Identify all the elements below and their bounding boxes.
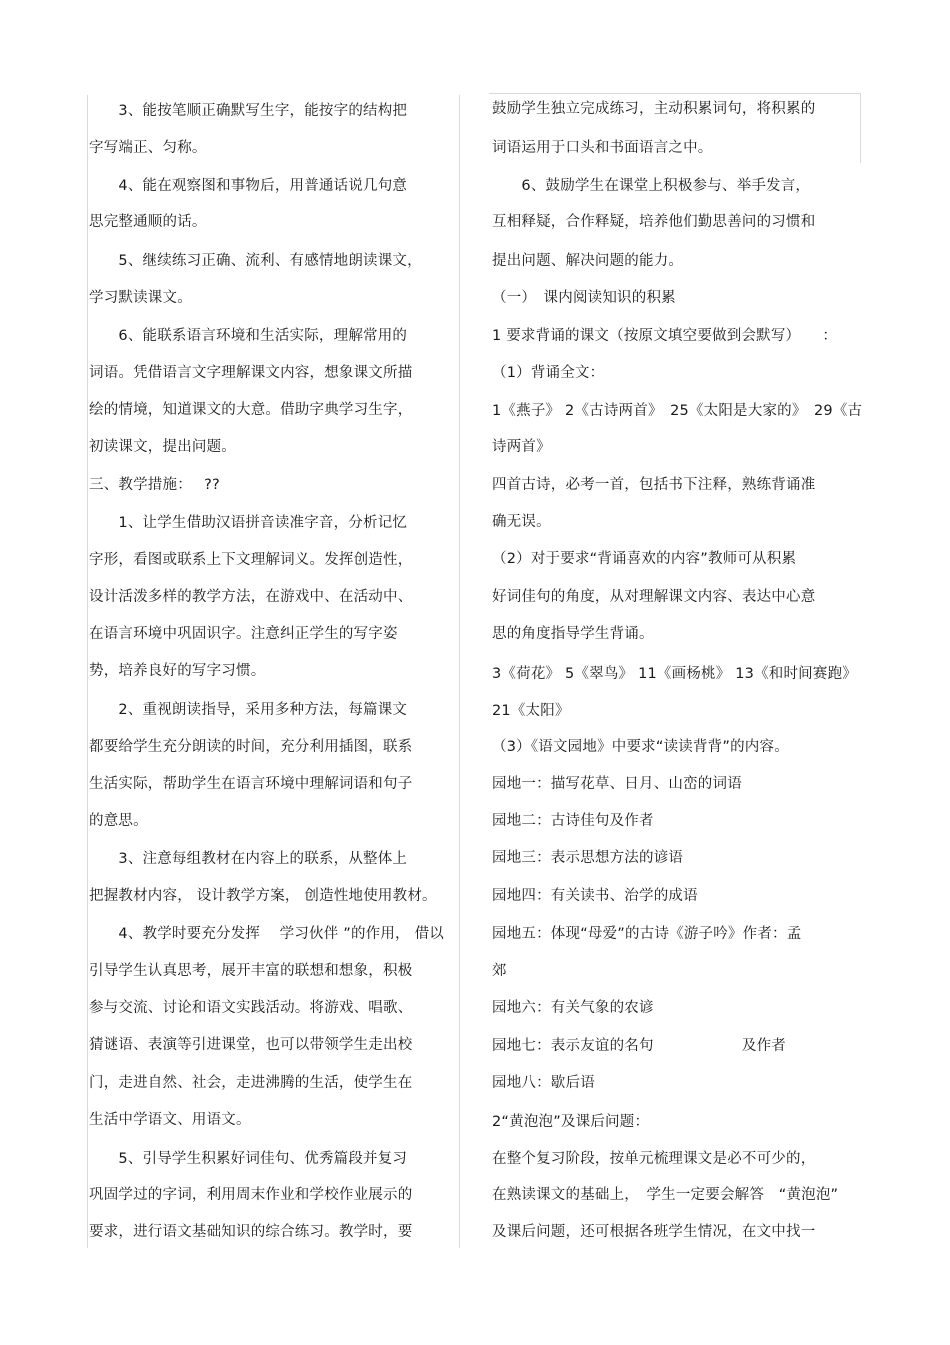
section-heading: （一） 课内阅读知识的积累 — [492, 290, 676, 306]
right-line: （2）对于要求“背诵喜欢的内容”教师可从积累 — [492, 551, 797, 567]
left-line: 3、能按笔顺正确默写生字，能按字的结构把 — [89, 103, 408, 119]
left-line: 门，走进自然、社会，走进沸腾的生活，使学生在 — [89, 1075, 413, 1091]
right-line: 在熟读课文的基础上， 学生一定要会解答 “黄泡泡” — [492, 1187, 839, 1203]
right-line: 1《燕子》 2《古诗两首》 25《太阳是大家的》 29《古 — [492, 403, 863, 419]
left-line: 思完整通顺的话。 — [89, 214, 207, 230]
left-line: 在语言环境中巩固识字。注意纠正学生的写字姿 — [89, 626, 398, 642]
left-line: 4、能在观察图和事物后，用普通话说几句意 — [89, 178, 408, 194]
left-line: 词语。凭借语言文字理解课文内容，想象课文所描 — [89, 365, 413, 381]
left-line: 生活中学语文、用语文。 — [89, 1112, 251, 1128]
right-line: 园地七：表示友谊的名句 及作者 — [492, 1038, 786, 1054]
right-line: 园地四：有关读书、治学的成语 — [492, 888, 698, 904]
right-line: 提出问题、解决问题的能力。 — [492, 253, 684, 269]
right-line: 诗两首》 — [492, 439, 551, 455]
right-line: 鼓励学生独立完成练习，主动积累词句，将积累的 — [492, 101, 816, 117]
left-line: 5、引导学生积累好词佳句、优秀篇段并复习 — [89, 1151, 408, 1167]
left-line: 字写端正、匀称。 — [89, 140, 207, 156]
right-line: （1）背诵全文： — [492, 365, 605, 381]
left-line: 1、让学生借助汉语拼音读准字音，分析记忆 — [89, 515, 408, 531]
right-line: 2“黄泡泡”及课后问题： — [492, 1114, 650, 1130]
left-line: 绘的情境，知道课文的大意。借助字典学习生字， — [89, 402, 413, 418]
right-line: 园地一：描写花草、日月、山峦的词语 — [492, 776, 742, 792]
left-line: 5、继续练习正确、流利、有感情地朗读课文， — [89, 253, 422, 269]
right-line: 3《荷花》 5《翠鸟》 11《画杨桃》 13《和时间赛跑》 — [492, 666, 857, 682]
right-line: 及课后问题，还可根据各班学生情况，在文中找一 — [492, 1224, 816, 1240]
right-line: 郊 — [492, 963, 507, 979]
right-line: 1 要求背诵的课文（按原文填空要做到会默写） ： — [492, 328, 838, 344]
left-line: 参与交流、讨论和语文实践活动。将游戏、唱歌、 — [89, 1000, 413, 1016]
left-line: 引导学生认真思考，展开丰富的联想和想象，积极 — [89, 963, 413, 979]
section-heading: 三、教学措施： ?? — [89, 477, 220, 493]
right-line: 园地八：歇后语 — [492, 1075, 595, 1091]
left-line: 的意思。 — [89, 813, 148, 829]
left-line: 巩固学过的字词，利用周末作业和学校作业展示的 — [89, 1187, 413, 1203]
right-line: 思的角度指导学生背诵。 — [492, 626, 654, 642]
left-line: 生活实际，帮助学生在语言环境中理解词语和句子 — [89, 776, 413, 792]
left-line: 要求，进行语文基础知识的综合练习。教学时，要 — [89, 1224, 413, 1240]
right-line: （3）《语文园地》中要求“读读背背”的内容。 — [492, 739, 789, 755]
right-line: 6、鼓励学生在课堂上积极参与、举手发言， — [492, 178, 811, 194]
left-line: 设计活泼多样的教学方法，在游戏中、在活动中、 — [89, 589, 413, 605]
right-line: 园地六：有关气象的农谚 — [492, 1000, 654, 1016]
right-line: 园地三：表示思想方法的谚语 — [492, 850, 684, 866]
left-line: 学习默读课文。 — [89, 290, 192, 306]
right-line: 21《太阳》 — [492, 703, 570, 719]
left-line: 4、教学时要充分发挥 学习伙伴 ”的作用， 借以 — [89, 926, 444, 942]
right-column-right-border — [860, 93, 861, 163]
left-line: 字形，看图或联系上下文理解词义。发挥创造性， — [89, 552, 413, 568]
right-line: 园地二：古诗佳句及作者 — [492, 813, 654, 829]
right-line: 四首古诗，必考一首，包括书下注释，熟练背诵准 — [492, 477, 816, 493]
left-line: 6、能联系语言环境和生活实际，理解常用的 — [89, 328, 408, 344]
right-line: 互相释疑，合作释疑，培养他们勤思善问的习惯和 — [492, 214, 816, 230]
left-line: 都要给学生充分朗读的时间，充分利用插图，联系 — [89, 739, 413, 755]
left-line: 2、重视朗读指导，采用多种方法，每篇课文 — [89, 702, 408, 718]
right-line: 园地五：体现“母爱”的古诗《游子吟》作者：孟 — [492, 926, 802, 942]
left-column-border — [87, 95, 88, 1248]
left-line: 猜谜语、表演等引进课堂，也可以带领学生走出校 — [89, 1037, 413, 1053]
left-line: 3、注意每组教材在内容上的联系，从整体上 — [89, 851, 408, 867]
right-line: 好词佳句的角度，从对理解课文内容、表达中心意 — [492, 589, 816, 605]
right-line: 词语运用于口头和书面语言之中。 — [492, 140, 713, 156]
right-line: 确无误。 — [492, 514, 551, 530]
column-divider — [459, 95, 460, 1248]
right-line: 在整个复习阶段，按单元梳理课文是必不可少的， — [492, 1151, 816, 1167]
left-line: 势，培养良好的写字习惯。 — [89, 663, 266, 679]
left-line: 把握教材内容， 设计教学方案， 创造性地使用教材。 — [89, 888, 437, 904]
right-column-top-border — [489, 93, 860, 94]
left-line: 初读课文，提出问题。 — [89, 439, 236, 455]
